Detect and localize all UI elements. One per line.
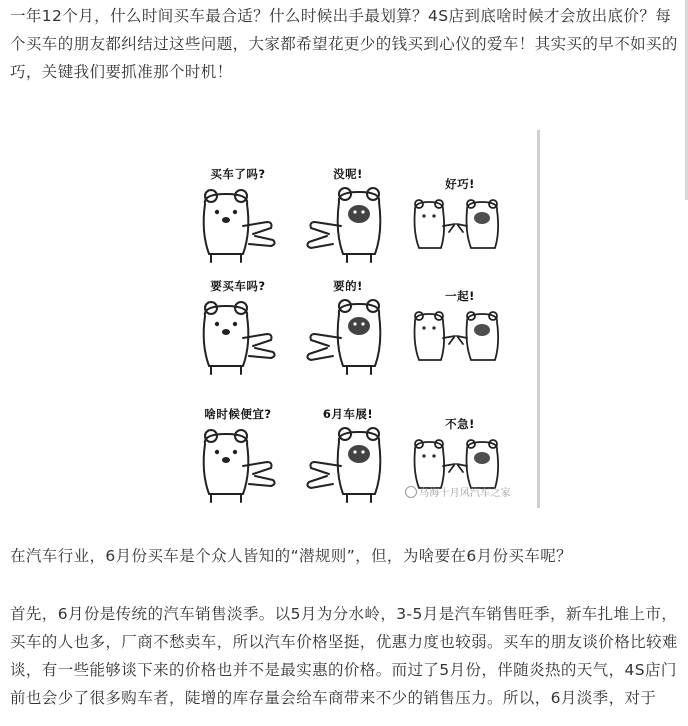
bear-pointing-icon	[193, 422, 283, 510]
meme-caption-3: 好巧!	[445, 177, 475, 191]
watermark-text: 乌海十月风汽车之家	[419, 488, 511, 499]
meme-caption-4: 要买车吗?	[210, 279, 266, 293]
two-bears-icon	[409, 308, 509, 372]
meme-image	[165, 130, 540, 508]
intro-paragraph: 一年12个月，什么时间买车最合适？什么时候出手最划算？4S店到底啥时候才会放出底价？每个买车的朋友都纠结过这些问题，大家都希望花更少的钱买到心仪的爱车！其实买的早不如买的巧，关键我们要抓准那个时机！	[10, 7, 678, 81]
meme-caption-5: 要的!	[333, 279, 363, 293]
meme-caption-9: 不急!	[445, 417, 475, 431]
image-edge	[537, 130, 540, 508]
meme-cell-4	[183, 272, 293, 382]
two-bears-icon	[409, 196, 509, 260]
meme-caption-1: 买车了吗?	[210, 167, 266, 181]
meme-cell-7	[183, 400, 293, 510]
meme-caption-6: 一起!	[445, 289, 475, 303]
meme-caption-7: 啥时候便宜?	[204, 407, 272, 421]
bear-pointing-icon	[193, 294, 283, 382]
meme-cell-5	[293, 272, 403, 382]
panda-face-pointing-icon	[301, 422, 393, 510]
question-paragraph: 在汽车行业，6月份买车是个众人皆知的“潜规则”，但，为啥要在6月份买车呢？	[10, 547, 573, 565]
panda-face-pointing-icon	[301, 182, 393, 270]
panda-face-pointing-icon	[301, 294, 393, 382]
meme-cell-6	[405, 272, 515, 382]
meme-caption-8: 6月车展!	[322, 407, 374, 421]
watermark	[405, 484, 511, 499]
meme-cell-2	[293, 160, 403, 270]
meme-cell-8	[293, 400, 403, 510]
meme-caption-2: 没呢!	[333, 167, 363, 181]
meme-cell-3	[405, 160, 515, 270]
meme-cell-1	[183, 160, 293, 270]
body-paragraph: 首先，6月份是传统的汽车销售淡季。以5月为分水岭，3-5月是汽车销售旺季，新车扎堆上市，买车的人也多，厂商不愁卖车，所以汽车价格坚挺，优惠力度也较弱。买车的朋友谈价格比较难谈，有一些能够谈下来的价格也并不是最实惠的价格。而过了5月份，伴随炎热的天气，4S店门前也会少了很多购车者，陡增的库存量会给车商带来不少的销售压力。所以，6月淡季，对于	[10, 605, 678, 707]
bear-pointing-icon	[193, 182, 283, 270]
wechat-icon	[405, 486, 417, 498]
